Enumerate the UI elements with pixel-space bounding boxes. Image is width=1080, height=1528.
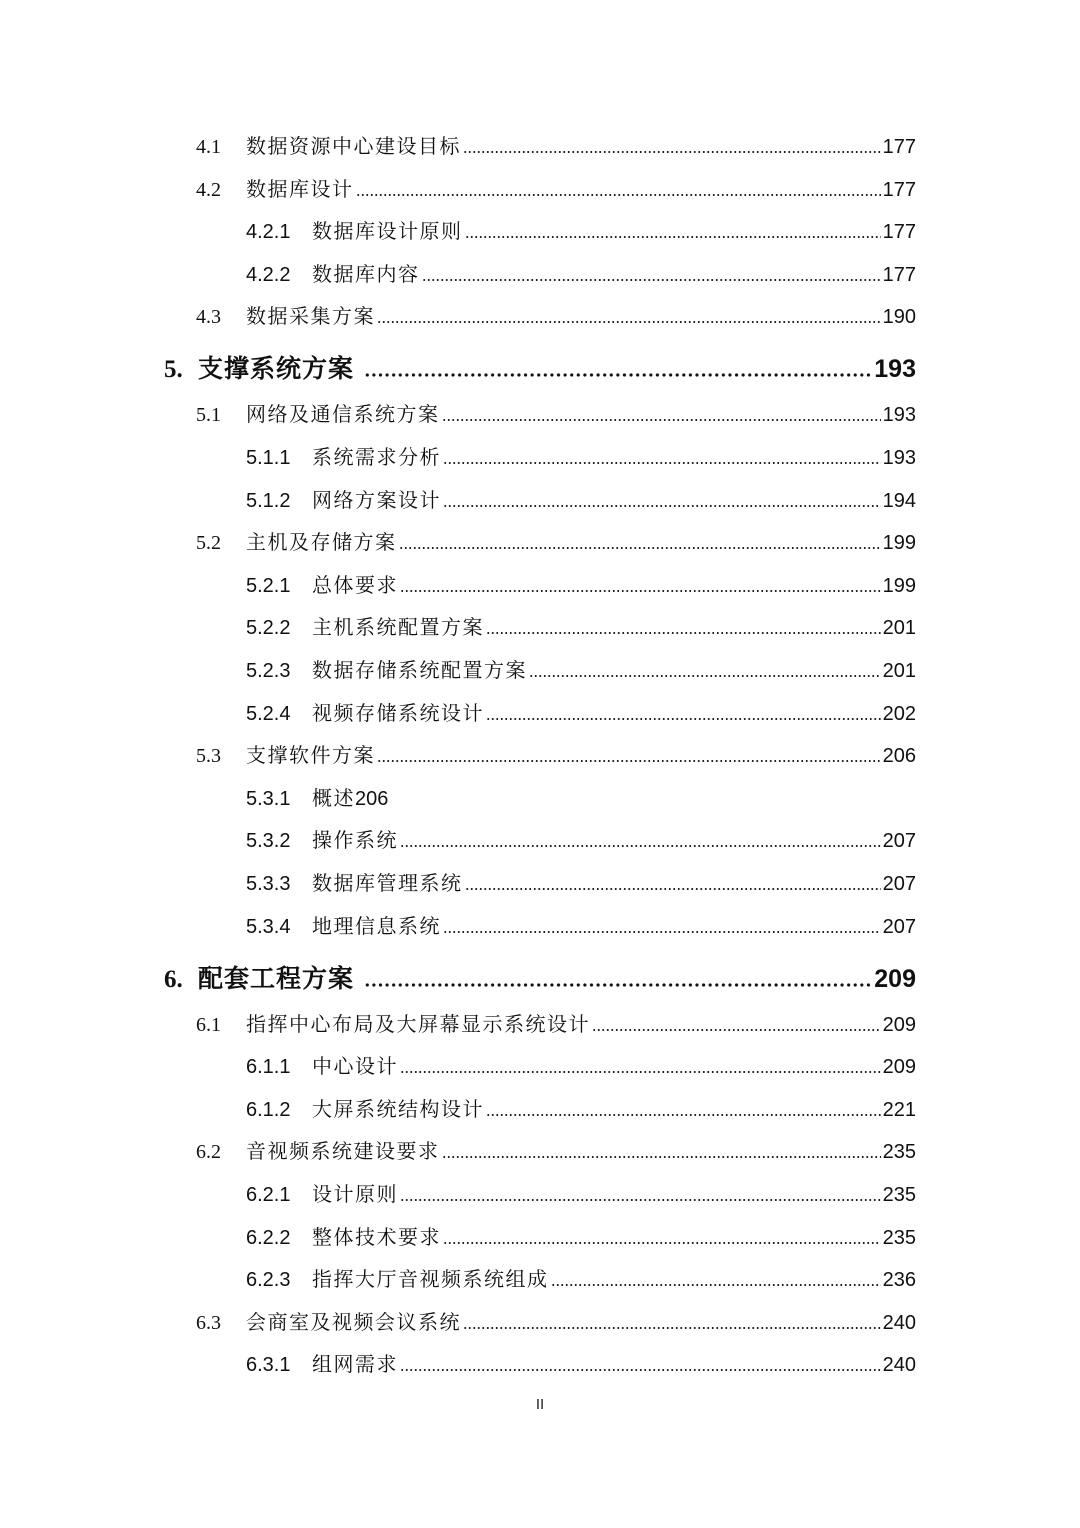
toc-entry[interactable]: [196, 532, 916, 553]
dot-leader: [442, 419, 881, 421]
toc-entry-page: 193: [882, 447, 916, 469]
toc-entry-page: 194: [882, 489, 916, 512]
toc-entry[interactable]: [196, 176, 916, 201]
toc-entry-number: 5.1.2: [246, 489, 291, 512]
toc-entry-page: 221: [882, 1098, 916, 1121]
toc-entry-title: 主机系统配置方案: [312, 615, 484, 640]
toc-entry[interactable]: [246, 785, 389, 810]
toc-entry-title: 支撑系统方案: [198, 354, 355, 384]
toc-entry-title: 总体要求: [312, 572, 398, 597]
toc-entry-page: 207: [882, 915, 916, 938]
toc-entry-page: 177: [882, 221, 916, 244]
toc-entry-title: 大屏系统结构设计: [312, 1096, 484, 1121]
toc-entry-title: 视频存储系统设计: [312, 700, 484, 725]
dot-leader: [443, 1242, 881, 1244]
toc-entry-number: 5.3.4: [246, 915, 291, 938]
dot-leader: [465, 888, 881, 890]
toc-entry[interactable]: [246, 221, 916, 242]
toc-entry-number: 6.3: [196, 1311, 221, 1334]
dot-leader: [443, 931, 881, 933]
toc-entry-title: 整体技术要求: [312, 1224, 441, 1249]
dot-leader: [400, 590, 881, 592]
dot-leader: [443, 505, 881, 507]
dot-leader: [400, 1369, 881, 1371]
toc-entry-title: 数据采集方案: [246, 304, 375, 329]
toc-entry-title: 数据库管理系统: [312, 871, 463, 895]
toc-entry[interactable]: [246, 700, 916, 725]
dot-leader: [486, 1114, 881, 1116]
toc-entry[interactable]: [246, 873, 916, 894]
dot-leader: [442, 1156, 881, 1158]
dot-leader: [400, 1071, 881, 1073]
dot-leader: [364, 373, 872, 377]
toc-entry-title: 音视频系统建设要求: [246, 1139, 440, 1164]
dot-leader: [377, 760, 881, 762]
dot-leader: [551, 1284, 881, 1286]
toc-entry-number: 5.2.2: [246, 617, 291, 640]
dot-leader: [592, 1029, 881, 1031]
toc-entry-title: 配套工程方案: [198, 963, 355, 993]
toc-entry-number: 6.1.1: [246, 1056, 291, 1079]
toc-entry-title: 概述: [312, 785, 355, 810]
toc-entry-number: 5.: [164, 356, 183, 384]
toc-entry-number: 5.3.3: [246, 873, 291, 895]
dot-leader: [399, 547, 881, 549]
toc-entry[interactable]: [196, 404, 916, 425]
toc-entry-number: 6.1.2: [246, 1098, 291, 1121]
toc-entry-page: 190: [882, 306, 916, 329]
toc-entry-title: 系统需求分析: [312, 445, 441, 469]
toc-entry[interactable]: [164, 963, 916, 993]
toc-entry-page: 240: [882, 1354, 916, 1377]
toc-entry-number: 5.1: [196, 404, 221, 427]
toc-entry-page: 202: [882, 702, 916, 725]
toc-entry-number: 5.2.4: [246, 702, 291, 725]
toc-entry-number: 6.2: [196, 1141, 221, 1164]
toc-entry-page: 235: [882, 1141, 916, 1164]
toc-entry[interactable]: [196, 1141, 916, 1162]
toc-entry[interactable]: [246, 830, 916, 851]
toc-entry-page: 209: [882, 1056, 916, 1079]
toc-entry-number: 5.1.1: [246, 447, 291, 469]
toc-entry-title: 组网需求: [312, 1352, 398, 1377]
toc-entry-title: 会商室及视频会议系统: [246, 1309, 461, 1334]
toc-entry[interactable]: [246, 1269, 916, 1290]
toc-entry-number: 6.: [164, 965, 183, 993]
dot-leader: [486, 718, 881, 720]
dot-leader: [377, 321, 881, 323]
toc-entry-title: 网络及通信系统方案: [246, 402, 440, 427]
toc-entry[interactable]: [246, 1096, 916, 1121]
dot-leader: [463, 1327, 881, 1329]
toc-entry[interactable]: [246, 1354, 916, 1375]
toc-entry[interactable]: [196, 306, 916, 327]
toc-entry-number: 5.3.2: [246, 830, 291, 853]
toc-entry-title: 指挥大厅音视频系统组成: [312, 1267, 549, 1292]
dot-leader: [400, 1199, 881, 1201]
toc-entry[interactable]: [246, 261, 916, 286]
toc-entry-page: 236: [882, 1269, 916, 1292]
toc-entry-page: 235: [882, 1184, 916, 1206]
toc-entry-number: 5.2.3: [246, 660, 291, 682]
toc-entry-number: 5.3: [196, 745, 221, 768]
toc-entry-number: 4.1: [196, 136, 221, 158]
toc-entry-number: 6.1: [196, 1013, 221, 1036]
toc-entry-page: 193: [882, 404, 916, 427]
toc-entry[interactable]: [246, 617, 916, 638]
dot-leader: [463, 151, 881, 153]
toc-entry[interactable]: [246, 572, 916, 597]
toc-entry-page: 206: [355, 787, 389, 810]
toc-entry-number: 4.2.2: [246, 263, 291, 286]
toc-entry-page: 240: [882, 1311, 916, 1334]
dot-leader: [529, 675, 881, 677]
toc-entry-page: 177: [882, 178, 916, 201]
toc-entry[interactable]: [246, 660, 916, 681]
toc-entry[interactable]: [246, 1056, 916, 1077]
toc-entry-page: 235: [882, 1226, 916, 1249]
toc-entry[interactable]: [246, 487, 916, 512]
toc-entry-page: 177: [882, 136, 916, 158]
toc-entry-page: 201: [882, 617, 916, 640]
toc-entry-number: 5.3.1: [246, 787, 291, 810]
toc-entry[interactable]: [246, 913, 916, 938]
dot-leader: [364, 983, 872, 987]
toc-entry-title: 操作系统: [312, 828, 398, 853]
toc-entry-title: 数据库设计原则: [312, 219, 463, 244]
toc-entry-number: 6.3.1: [246, 1354, 291, 1377]
dot-leader: [465, 236, 881, 238]
toc-entry-title: 中心设计: [312, 1054, 398, 1079]
toc-entry-page: 199: [882, 574, 916, 597]
toc-entry-number: 5.2.1: [246, 574, 291, 597]
toc-entry-page: 207: [882, 873, 916, 895]
toc-entry-title: 数据资源中心建设目标: [246, 134, 461, 158]
toc-entry-number: 5.2: [196, 532, 221, 555]
toc-entry-title: 数据库内容: [312, 261, 420, 286]
toc-entry-page: 199: [882, 532, 916, 555]
toc-entry-page: 206: [882, 745, 916, 768]
toc-entry[interactable]: [246, 1184, 916, 1205]
dot-leader: [356, 194, 881, 196]
dot-leader: [443, 462, 881, 464]
page-number-footer: II: [535, 1396, 545, 1413]
toc-entry-title: 地理信息系统: [312, 913, 441, 938]
toc-entry-number: 6.2.2: [246, 1226, 291, 1249]
toc-entry-page: 177: [882, 263, 916, 286]
toc-entry-title: 支撑软件方案: [246, 743, 375, 768]
toc-entry[interactable]: [246, 1224, 916, 1249]
toc-entry[interactable]: [196, 1011, 916, 1036]
toc-entry[interactable]: [196, 1309, 916, 1334]
toc-entry-page: 193: [874, 355, 916, 384]
toc-entry-number: 6.2.1: [246, 1184, 291, 1206]
toc-entry-page: 201: [882, 660, 916, 682]
toc-entry-number: 4.2: [196, 178, 221, 201]
toc-entry-title: 设计原则: [312, 1182, 398, 1206]
dot-leader: [400, 845, 881, 847]
toc-entry-page: 209: [882, 1013, 916, 1036]
toc-entry-title: 指挥中心布局及大屏幕显示系统设计: [246, 1011, 590, 1036]
toc-entry-page: 209: [874, 964, 916, 993]
toc-entry-number: 4.3: [196, 306, 221, 329]
toc-entry-number: 4.2.1: [246, 221, 291, 244]
toc-entry-title: 数据库设计: [246, 176, 354, 201]
dot-leader: [486, 632, 881, 634]
toc-entry-number: 6.2.3: [246, 1269, 291, 1292]
toc-entry[interactable]: [246, 447, 916, 468]
toc-entry-page: 207: [882, 830, 916, 853]
toc-entry[interactable]: [164, 356, 916, 382]
toc-entry-title: 网络方案设计: [312, 487, 441, 512]
toc-entry[interactable]: [196, 745, 916, 766]
dot-leader: [422, 279, 881, 281]
toc-entry-title: 数据存储系统配置方案: [312, 658, 527, 682]
toc-entry-title: 主机及存储方案: [246, 530, 397, 555]
toc-entry[interactable]: [196, 136, 916, 157]
